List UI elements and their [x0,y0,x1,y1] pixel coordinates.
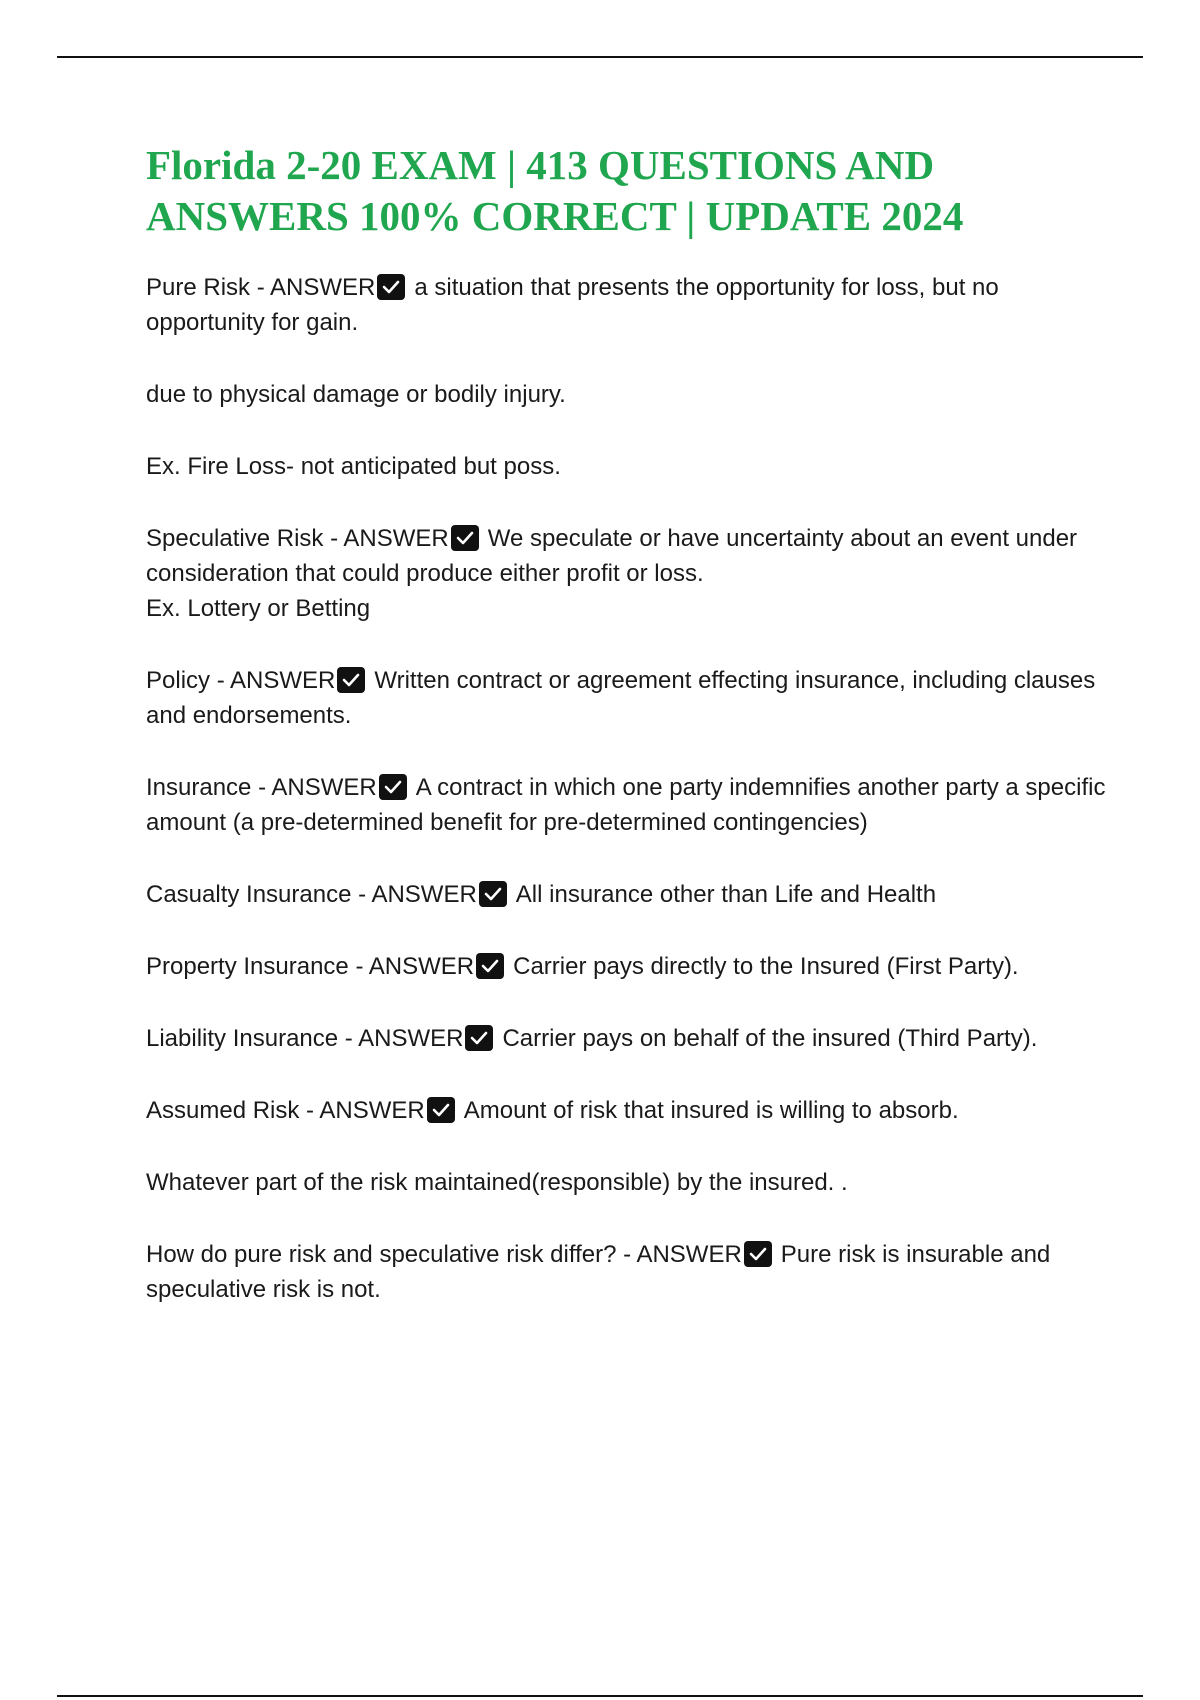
note-text: Whatever part of the risk maintained(responsible) by the insured. . [146,1169,848,1196]
entry-answer: Amount of risk that insured is willing to absorb. [463,1097,959,1124]
checkbox-checked-icon [476,953,504,979]
qa-entry [146,663,1106,733]
checkbox-checked-icon [744,1241,772,1267]
qa-entry [146,1093,1106,1128]
entry-answer: a situation that presents the opportunity for loss, but no opportunity for gain. [146,274,999,336]
qa-entry [146,270,1106,340]
entry-term: Policy - ANSWER [146,667,336,694]
entry-term: Casualty Insurance - ANSWER [146,881,477,908]
checkbox-checked-icon [377,274,405,300]
qa-entry [146,1021,1106,1056]
checkbox-checked-icon [379,774,407,800]
qa-entry [146,949,1106,984]
entry-term: How do pure risk and speculative risk differ? - ANSWER [146,1241,742,1268]
qa-entry [146,1237,1106,1307]
checkbox-checked-icon [337,667,365,693]
entry-term: Assumed Risk - ANSWER [146,1097,425,1124]
document-body [146,140,1106,1344]
checkbox-checked-icon [465,1025,493,1051]
document-title: Florida 2-20 EXAM | 413 QUESTIONS AND ANSWERS 100% CORRECT | UPDATE 2024 [146,142,964,239]
qa-entry [146,521,1106,626]
entry-term: Insurance - ANSWER [146,774,377,801]
entry-answer: Written contract or agreement effecting insurance, including clauses and endorsements. [146,667,1096,729]
entry-term: Liability Insurance - ANSWER [146,1025,464,1052]
checkbox-checked-icon [479,881,507,907]
entry-example: Ex. Lottery or Betting [146,595,371,622]
entry-term: Speculative Risk - ANSWER [146,525,449,552]
note-text: due to physical damage or bodily injury. [146,381,566,408]
entry-answer: All insurance other than Life and Health [515,881,937,908]
qa-entry [146,770,1106,840]
header-rule [57,56,1143,58]
qa-entry [146,877,1106,912]
entry-answer: A contract in which one party indemnifies another party a specific amount (a pre-determined benefit for pre-determined contingencies) [146,774,1106,836]
entry-answer: We speculate or have uncertainty about an event under consideration that could produce either profit or loss. [146,525,1078,587]
entry-answer: Pure risk is insurable and speculative risk is not. [146,1241,1051,1303]
entry-answer: Carrier pays on behalf of the insured (Third Party). [502,1025,1038,1052]
entry-answer: Carrier pays directly to the Insured (First Party). [513,953,1019,980]
note-text: Ex. Fire Loss- not anticipated but poss. [146,453,561,480]
footer-rule [57,1695,1143,1697]
checkbox-checked-icon [451,525,479,551]
checkbox-checked-icon [427,1097,455,1123]
entry-term: Pure Risk - ANSWER [146,274,376,301]
entry-term: Property Insurance - ANSWER [146,953,475,980]
